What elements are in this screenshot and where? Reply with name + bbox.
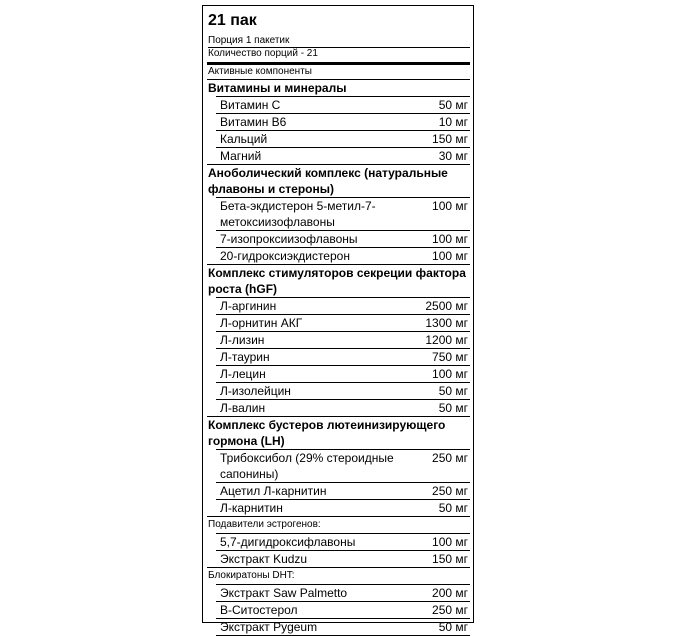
ingredient-name: Ацетил Л-карнитин [220, 484, 327, 498]
ingredient-row [216, 499, 470, 516]
ingredient-name: Витамин B6 [220, 115, 287, 129]
ingredient-row [216, 230, 470, 247]
ingredient-name: Л-аргинин [220, 299, 277, 313]
ingredient-amount: 50 мг [438, 98, 468, 112]
ingredient-name: 7-изопроксиизофлавоны [220, 232, 358, 246]
ingredient-row [216, 584, 470, 601]
ingredient-row [216, 130, 470, 147]
ingredient-amount: 10 мг [438, 115, 468, 129]
ingredient-row [216, 96, 470, 113]
ingredient-amount: 750 мг [432, 350, 468, 364]
ingredient-amount: 200 мг [432, 586, 468, 600]
ingredient-amount: 100 мг [432, 249, 468, 263]
ingredient-row [216, 365, 470, 382]
ingredient-row [216, 147, 470, 164]
ingredient-name: Магний [220, 149, 262, 163]
ingredient-row [216, 314, 470, 331]
ingredient-amount: 150 мг [432, 552, 468, 566]
ingredient-name: Л-орнитин АКГ [220, 316, 303, 330]
ingredient-amount: 30 мг [438, 149, 468, 163]
ingredient-name: Л-лизин [220, 333, 265, 347]
ingredient-name: Л-валин [220, 401, 266, 415]
ingredient-amount: 100 мг [432, 367, 468, 381]
ingredient-amount: 50 мг [438, 620, 468, 634]
servings-count: Количество порций - 21 [208, 48, 318, 59]
ingredient-name: Витамин С [220, 98, 281, 112]
ingredient-amount: 100 мг [432, 535, 468, 549]
ingredient-row [216, 247, 470, 264]
section-title-hgf: Комплекс стимуляторов секреции фактора роста (hGF) [207, 264, 470, 297]
ingredient-row [216, 533, 470, 550]
ingredient-row [216, 449, 470, 482]
active-components-label: Активные компоненты [208, 66, 312, 77]
serving-size: Порция 1 пакетик [208, 35, 470, 48]
ingredient-amount: 100 мг [432, 232, 468, 246]
ingredient-amount: 100 мг [432, 199, 468, 213]
ingredient-name: Экстракт Saw Palmetto [220, 586, 348, 600]
ingredient-amount: 1200 мг [425, 333, 468, 347]
section-title-estrogen: Подавители эстрогенов: [207, 516, 470, 533]
ingredient-row [216, 197, 470, 230]
ingredient-name: 5,7-дигидроксифлавоны [220, 535, 356, 549]
ingredient-row [216, 382, 470, 399]
ingredient-name: Л-карнитин [220, 501, 283, 515]
ingredient-name: 20-гидроксиэкдистерон [220, 249, 350, 263]
ingredient-amount: 150 мг [432, 132, 468, 146]
product-title: 21 пак [208, 12, 257, 29]
ingredient-row [216, 482, 470, 499]
ingredient-row [216, 331, 470, 348]
ingredient-amount: 50 мг [438, 401, 468, 415]
ingredient-row [216, 297, 470, 314]
section-title-vitamins: Витамины и минералы [207, 79, 470, 96]
supplement-facts-panel [202, 5, 474, 634]
ingredient-name: Л-изолейцин [220, 384, 291, 398]
ingredient-name: Л-таурин [220, 350, 270, 364]
ingredient-row [216, 113, 470, 130]
section-title-anabolic: Аноболический комплекс (натуральные флавоны и стероны) [207, 164, 470, 197]
ingredient-row [216, 601, 470, 618]
ingredient-name: Бета-экдистерон 5-метил-7-метоксиизофлавоны [220, 199, 376, 229]
ingredient-amount: 250 мг [432, 603, 468, 617]
ingredient-row [216, 348, 470, 365]
ingredient-name: Кальций [220, 132, 268, 146]
ingredient-amount: 50 мг [438, 501, 468, 515]
ingredient-name: Экстракт Pygeum [220, 620, 318, 634]
ingredient-name: Л-лецин [220, 367, 266, 381]
ingredient-amount: 50 мг [438, 384, 468, 398]
ingredient-amount: 250 мг [432, 484, 468, 498]
ingredient-name: Трибоксибол (29% стероидные сапонины) [220, 451, 394, 481]
ingredient-row [216, 399, 470, 416]
ingredient-name: Экстракт Kudzu [220, 552, 308, 566]
thick-divider [207, 62, 470, 65]
section-title-dht: Блокиратоны DHT: [207, 567, 470, 584]
ingredient-amount: 250 мг [432, 451, 468, 465]
ingredient-row [216, 550, 470, 567]
ingredient-row [216, 618, 470, 635]
ingredient-amount: 1300 мг [425, 316, 468, 330]
ingredient-name: B-Ситостерол [220, 603, 298, 617]
section-title-lh: Комплекс бустеров лютеинизирующего гормона (LH) [207, 416, 470, 449]
ingredient-amount: 2500 мг [425, 299, 468, 313]
